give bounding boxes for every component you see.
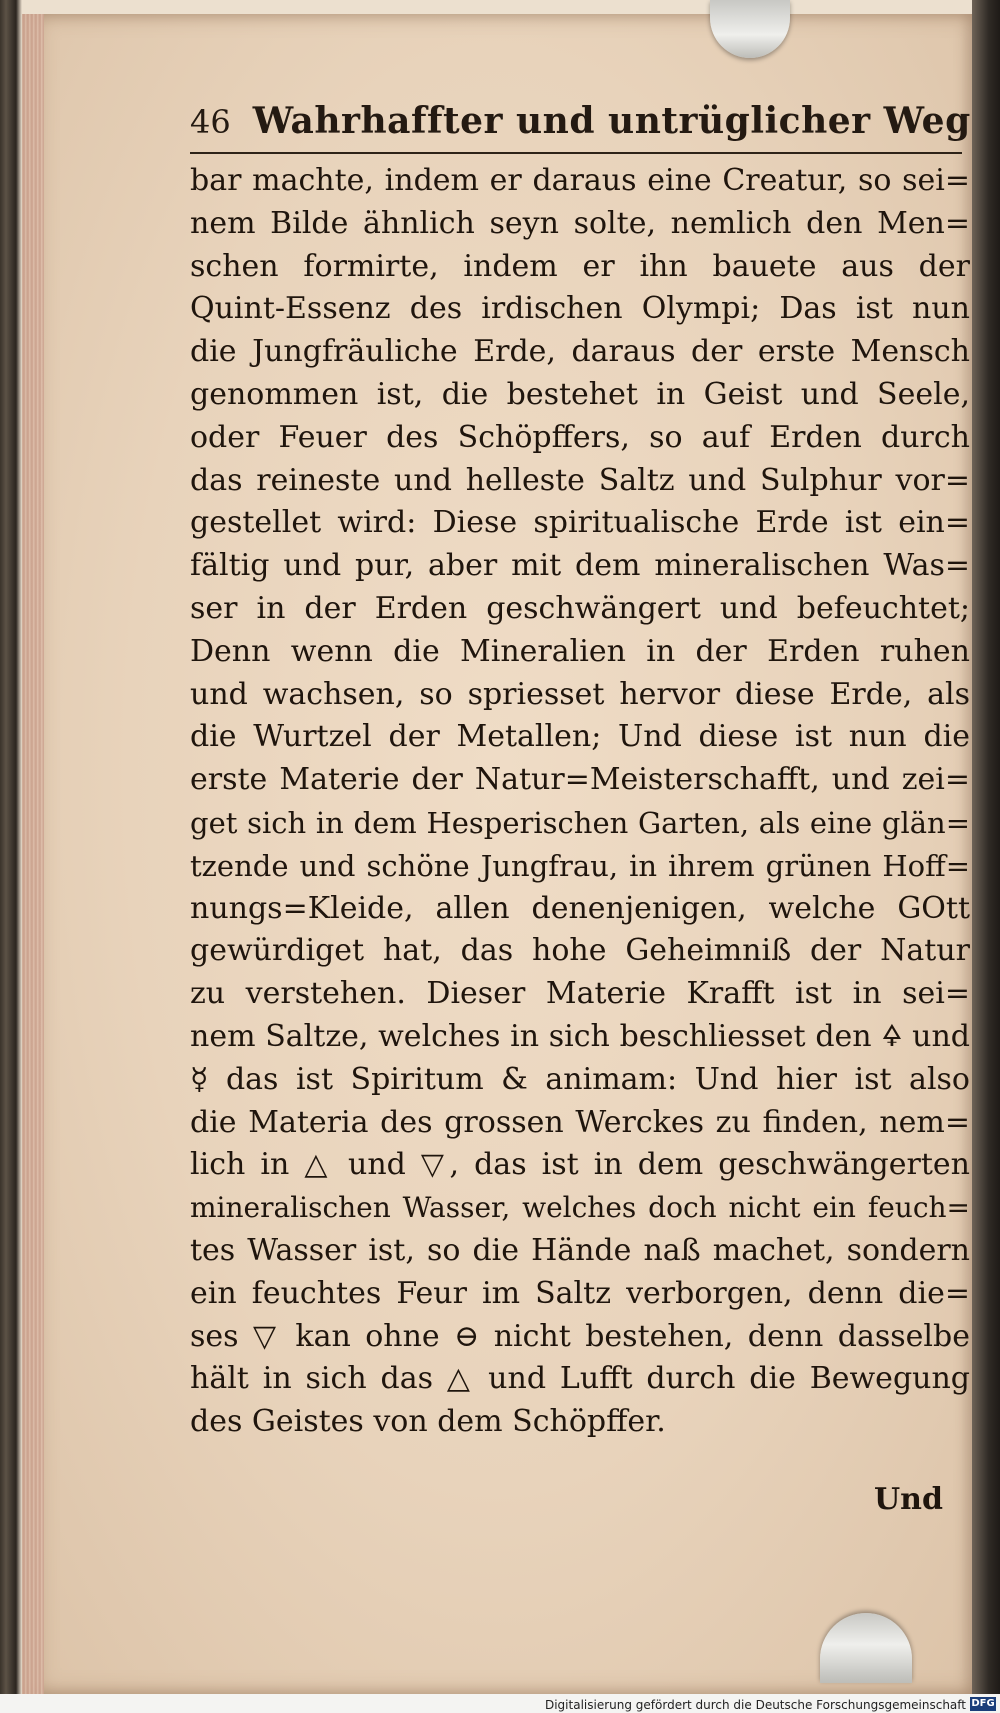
page-header <box>190 100 971 150</box>
text-line: nungs=Kleide, allen denenjenigen, welche GOtt <box>190 890 970 926</box>
page-number: 46 <box>190 103 231 141</box>
page-stack-edge <box>22 14 44 1694</box>
text-line: ☿ das ist Spiritum & animam: Und hier ist also <box>190 1061 970 1097</box>
running-head: Wahrhaffter und untrüglicher Weg <box>252 100 971 142</box>
footer-bar <box>0 1694 1000 1713</box>
text-line: erste Materie der Natur=Meisterschafft, und zei= <box>190 762 970 798</box>
text-line: lich in △ und ▽, das ist in dem geschwängerten <box>190 1147 970 1183</box>
text-line: des Geistes von dem Schöpffer. <box>190 1404 666 1440</box>
text-line: oder Feuer des Schöpffers, so auf Erden durch <box>190 419 970 455</box>
text-line: und wachsen, so spriesset hervor diese Erde, als <box>190 676 970 712</box>
text-line: nem Bilde ähnlich seyn solte, nemlich den Men= <box>190 205 970 241</box>
text-line: gewürdiget hat, das hohe Geheimniß der Natur <box>190 933 970 969</box>
catchword: Und <box>874 1482 943 1517</box>
text-line: fältig und pur, aber mit dem mineralischen Was= <box>190 548 970 584</box>
text-line: get sich in dem Hesperischen Garten, als eine glän= <box>190 805 970 840</box>
text-line: bar machte, indem er daraus eine Creatur, so sei= <box>190 163 970 198</box>
text-line: genommen ist, die bestehet in Geist und Seele, <box>190 376 970 412</box>
text-line: tzende und schöne Jungfrau, in ihrem grünen Hoff= <box>190 848 970 883</box>
text-line: schen formirte, indem er ihn bauete aus der <box>190 248 970 284</box>
text-line: mineralischen Wasser, welches doch nicht ein feuch= <box>190 1191 970 1225</box>
book-spine-shadow <box>972 0 1000 1713</box>
text-line: das reineste und helleste Saltz und Sulphur vor= <box>190 462 970 498</box>
text-line: ser in der Erden geschwängert und befeuchtet; <box>190 590 970 626</box>
text-line: gestellet wird: Diese spiritualische Erde ist ein= <box>190 505 970 541</box>
text-line: Denn wenn die Mineralien in der Erden ruhen <box>190 633 970 669</box>
text-line: hält in sich das △ und Lufft durch die Bewegung <box>190 1361 970 1397</box>
text-line: die Wurtzel der Metallen; Und diese ist nun die <box>190 719 970 755</box>
text-line: die Jungfräuliche Erde, daraus der erste Mensch <box>190 334 970 370</box>
text-line: Quint-Essenz des irdischen Olympi; Das ist nun <box>190 291 970 327</box>
text-line: ses ▽ kan ohne ⊖ nicht bestehen, denn dasselbe <box>190 1318 970 1354</box>
text-line: zu verstehen. Dieser Materie Krafft ist in sei= <box>190 976 970 1012</box>
text-line: ein feuchtes Feur im Saltz verborgen, denn die= <box>190 1275 970 1311</box>
funding-credit: Digitalisierung gefördert durch die Deutsche Forschungsgemeinschaft <box>544 1698 966 1712</box>
header-rule <box>190 152 962 154</box>
text-line: die Materia des grossen Werckes zu finden, nem= <box>190 1104 970 1140</box>
body-text <box>190 160 970 1444</box>
text-line: nem Saltze, welches in sich beschliesset den 🜍 und <box>190 1018 970 1054</box>
dfg-logo: DFG <box>971 1698 995 1709</box>
text-line: tes Wasser ist, so die Hände naß machet, sondern <box>190 1232 970 1268</box>
